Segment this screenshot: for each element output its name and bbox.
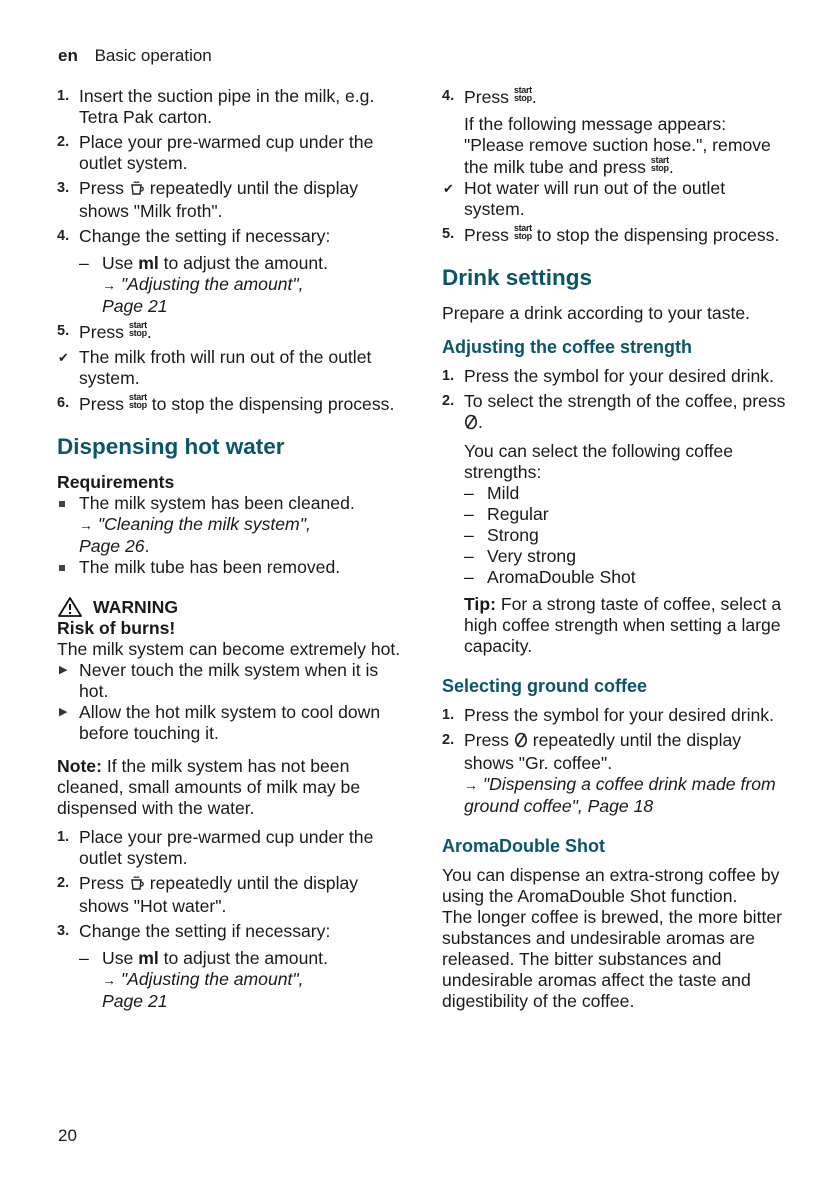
tip: Tip: For a strong taste of coffee, select a high coffee strength when setting a large capacity. [464,594,782,656]
check-icon: ✔ [58,350,69,365]
square-bullet-icon [59,565,65,571]
strength-option: – Regular [464,504,549,524]
section-title: Basic operation [94,46,212,65]
strength-option: – Mild [464,483,520,503]
hot-water-step-3: 3. Change the setting if necessary: [57,921,331,941]
heading-aromadouble-shot: AromaDouble Shot [442,836,606,856]
page-number: 20 [58,1126,77,1145]
drink-intro: Prepare a drink according to your taste. [442,303,751,323]
hot-water-step-2: 2. Press repeatedly until the display shows "Hot water". [57,873,359,916]
strength-option: – Very strong [464,546,576,566]
aroma-paragraph-2: The longer coffee is brewed, the more bitter substances and undesirable aromas are released. The bitter substances and undesirable aromas affect the taste and digestibility of the coffee. [442,907,783,1011]
left-column [57,86,412,1012]
strength-icon [464,414,478,435]
start-stop-icon: start stop [650,155,669,173]
milk-cup-icon [129,875,145,896]
sub-step-amount: – Use ml to adjust the amount. → "Adjusting the amount", Page 21 [79,253,328,316]
arrow-icon: → [102,277,116,293]
strength-step-1: 1. Press the symbol for your desired drink. [442,366,774,386]
requirement-1: The milk system has been cleaned. → "Cleaning the milk system", Page 26. [57,493,412,557]
ml-key-icon: ml [138,948,159,968]
strength-option: – Strong [464,525,539,545]
step-1: 1. Insert the suction pipe in the milk, e.g. Tetra Pak carton. [57,86,375,127]
step-5: 5. Press start stop . [57,320,152,342]
arrow-icon: → [464,777,478,793]
warning-title: WARNING [57,596,412,618]
step-5-stop: 5. Press start stop to stop the dispensing process. [442,223,780,245]
arrow-icon: → [79,517,93,533]
requirements-label: Requirements [57,472,175,492]
ground-step-2: 2. Press repeatedly until the display shows "Gr. coffee". → "Dispensing a coffee drink made from ground coffee", Page 18 [442,730,776,816]
language-code: en [58,46,78,65]
result-milk-froth: ✔ The milk froth will run out of the outlet system. [58,347,372,388]
start-stop-icon: start stop [513,223,532,241]
heading-dispensing-hot-water: Dispensing hot water [57,434,285,459]
step-2: 2. Place your pre-warmed cup under the outlet system. [57,132,374,173]
message-text: If the following message appears: "Please remove suction hose.", remove the milk tube and press start stop . [464,114,771,177]
warning-action-2: ▶ Allow the hot milk system to cool down before touching it. [59,702,381,743]
risk-of-burns: Risk of burns! [57,618,176,638]
triangle-bullet-icon: ▶ [59,664,68,676]
note: Note: If the milk system has not been cleaned, small amounts of milk may be dispensed with the water. [57,756,361,818]
heading-coffee-strength: Adjusting the coffee strength [442,337,693,357]
square-bullet-icon [59,501,65,507]
check-icon: ✔ [443,181,454,196]
step-6: 6. Press start stop to stop the dispensing process. [57,392,395,414]
triangle-bullet-icon: ▶ [59,706,68,718]
step-4-press: 4. Press start stop . [442,85,537,107]
start-stop-icon: start stop [513,85,532,103]
milk-cup-icon [129,180,145,201]
warning-triangle-icon [57,596,83,618]
start-stop-icon: start stop [128,392,147,410]
requirement-2: The milk tube has been removed. [57,557,412,578]
ground-step-1: 1. Press the symbol for your desired drink. [442,705,774,725]
strength-option: – AromaDouble Shot [464,567,636,587]
strength-step-2: 2. To select the strength of the coffee, press . [442,391,787,435]
ml-key-icon: ml [138,253,159,273]
warning-action-1: ▶ Never touch the milk system when it is hot. [59,660,379,701]
strength-options-text: You can select the following coffee strengths: [464,441,733,482]
start-stop-icon: start stop [128,320,147,338]
right-column [442,86,787,1012]
aroma-paragraph-1: You can dispense an extra-strong coffee by using the AromaDouble Shot function. [442,865,780,906]
warning-text: The milk system can become extremely hot. [57,639,401,659]
heading-ground-coffee: Selecting ground coffee [442,676,648,696]
step-4: 4. Change the setting if necessary: [57,226,331,246]
heading-drink-settings: Drink settings [442,265,593,290]
page-header [58,45,212,66]
arrow-icon: → [102,972,116,988]
result-hot-water: ✔ Hot water will run out of the outlet system. [443,178,726,219]
step-3: 3. Press repeatedly until the display shows "Milk froth". [57,178,359,221]
hot-water-step-1: 1. Place your pre-warmed cup under the outlet system. [57,827,374,868]
sub-step-amount-2: – Use ml to adjust the amount. → "Adjusting the amount", Page 21 [79,948,328,1011]
strength-icon [514,732,528,753]
